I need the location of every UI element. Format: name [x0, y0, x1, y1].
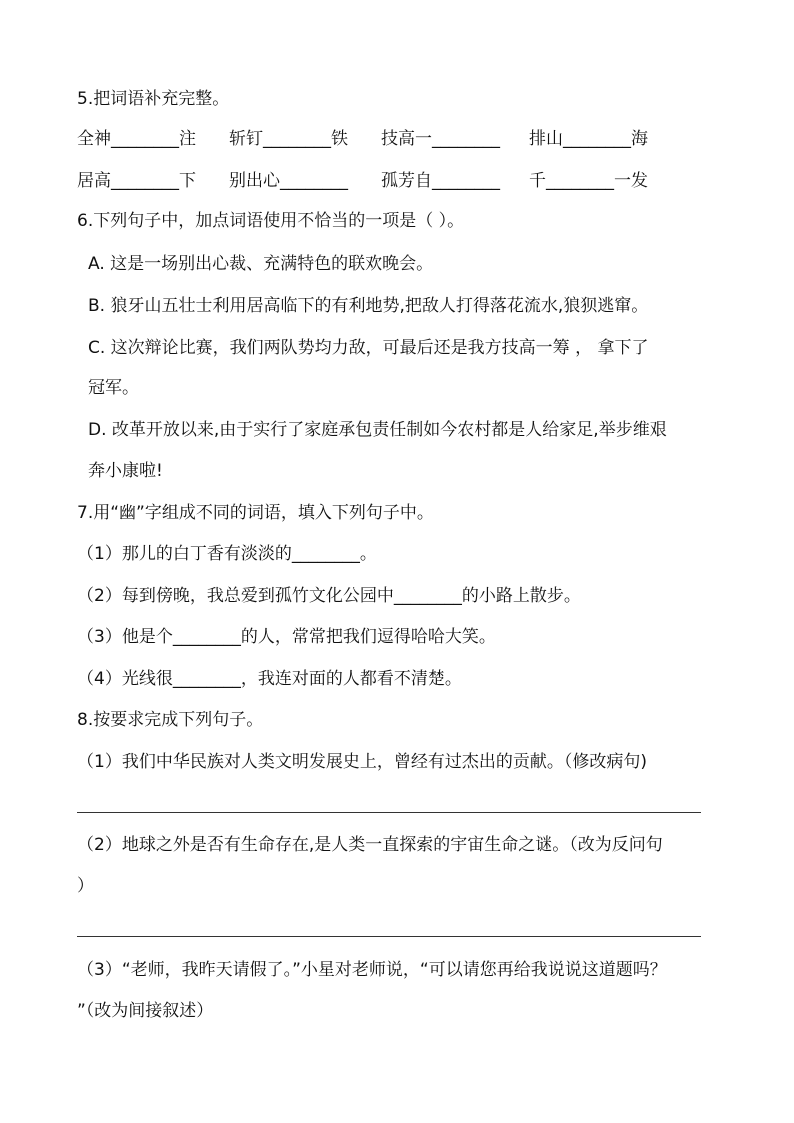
q7-item-4: （4）光线很________，我连对面的人都看不清楚。 — [77, 669, 462, 689]
q8-item-1: （1）我们中华民族对人类文明发展史上，曾经有过杰出的贡献。（修改病句) — [77, 752, 647, 772]
q5-idiom-4: 排山________海 — [529, 129, 648, 149]
q8-item-2-cont: ） — [77, 876, 94, 896]
q6-option-b: B. 狼牙山五壮士利用居高临下的有利地势,把敌人打得落花流水,狼狈逃窜。 — [88, 296, 649, 316]
q7-item-2: （2）每到傍晚，我总爱到孤竹文化公园中________的小路上散步。 — [77, 586, 581, 606]
q8-item-2: （2）地球之外是否有生命存在,是人类一直探索的宇宙生命之谜。（改为反问句 — [77, 835, 663, 855]
q8-item-2-answer-line[interactable] — [77, 936, 701, 937]
q5-idiom-6: 别出心________ — [229, 171, 348, 191]
q6-option-c: C. 这次辩论比赛，我们两队势均力敌，可最后还是我方技高一筹 ， 拿下了 — [88, 338, 649, 358]
q5-idiom-7: 孤芳自________ — [381, 171, 500, 191]
q6-option-c-cont: 冠军。 — [88, 378, 139, 398]
q8-title: 8.按要求完成下列句子。 — [77, 710, 264, 730]
q5-idiom-2: 斩钉________铁 — [229, 129, 348, 149]
q5-title: 5.把词语补充完整。 — [77, 89, 230, 109]
q7-item-1: （1）那儿的白丁香有淡淡的________。 — [77, 544, 377, 564]
q6-option-a: A. 这是一场别出心裁、充满特色的联欢晚会。 — [88, 254, 434, 274]
q7-item-3: （3）他是个________的人，常常把我们逗得哈哈大笑。 — [77, 627, 496, 647]
q7-title: 7.用“幽”字组成不同的词语，填入下列句子中。 — [77, 503, 434, 523]
q5-idiom-5: 居高________下 — [77, 171, 196, 191]
q8-item-3-cont: ”（改为间接叙述） — [77, 1001, 214, 1021]
q8-item-3: （3）“老师，我昨天请假了。”小星对老师说，“可以请您再给我说说这道题吗？ — [77, 960, 667, 980]
q8-item-1-answer-line[interactable] — [77, 812, 701, 813]
q6-option-d: D. 改革开放以来,由于实行了家庭承包责任制如今农村都是人给家足,举步维艰 — [88, 420, 667, 440]
q5-idiom-8: 千________一发 — [529, 171, 648, 191]
q6-title: 6.下列句子中，加点词语使用不恰当的一项是（ ）。 — [77, 211, 465, 231]
q5-idiom-1: 全神________注 — [77, 129, 196, 149]
q6-option-d-cont: 奔小康啦! — [88, 461, 163, 481]
q5-idiom-3: 技高一________ — [381, 129, 500, 149]
